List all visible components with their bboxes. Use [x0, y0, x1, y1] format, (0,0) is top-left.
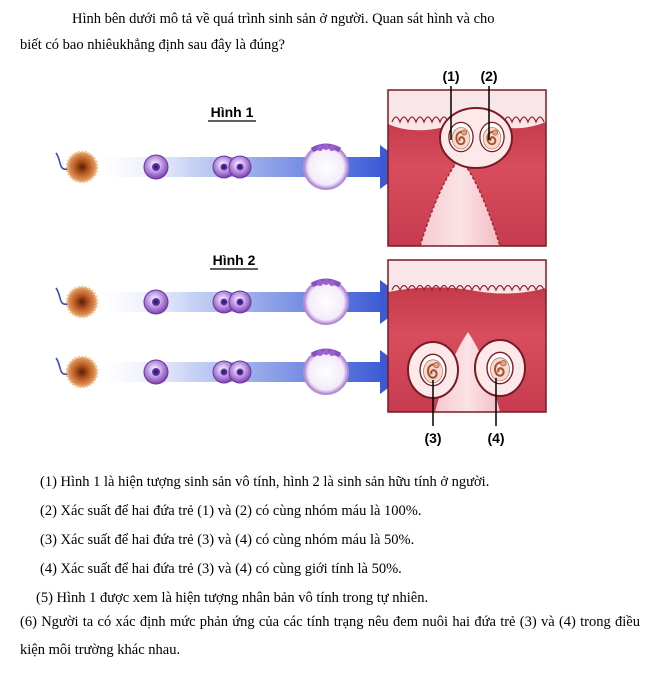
reproduction-figure	[0, 62, 648, 462]
statement-1: (1) Hình 1 là hiện tượng sinh sản vô tính, hình 2 là sinh sản hữu tính ở người.	[40, 474, 490, 490]
figure2-label: Hình 2	[212, 252, 256, 268]
statement-4: (4) Xác suất để hai đứa trẻ (3) và (4) có cùng giới tính là 50%.	[40, 561, 402, 577]
blastocyst-icon	[304, 279, 348, 324]
embryo-icon	[480, 122, 504, 151]
uterus-panel-2	[388, 260, 546, 412]
figure1-pathway	[56, 144, 410, 189]
egg-icon	[56, 152, 97, 182]
statement-3: (3) Xác suất để hai đứa trẻ (3) và (4) có cùng nhóm máu là 50%.	[40, 532, 415, 548]
zygote-icon	[144, 155, 168, 179]
figure2-pathway	[56, 279, 410, 394]
two-cell-embryo-icon	[213, 361, 251, 383]
embryo-icon	[487, 352, 513, 383]
egg-icon	[56, 357, 97, 387]
intro-line-1: Hình bên dưới mô tả về quá trình sinh sản ở người. Quan sát hình và cho	[72, 11, 495, 27]
question-intro	[20, 6, 630, 58]
statement-6: (6) Người ta có xác định mức phản ứng của các tính trạng nêu đem nuôi hai đứa trẻ (3) và (4) trong điều kiện môi trường khác nhau.	[20, 614, 640, 658]
blastocyst-icon	[304, 144, 348, 189]
figure-illustration	[0, 62, 648, 462]
uterus-panel-1	[388, 90, 546, 246]
callout-2: (2)	[480, 68, 498, 84]
zygote-icon	[144, 290, 168, 314]
zygote-icon	[144, 360, 168, 384]
two-cell-embryo-icon	[213, 156, 251, 178]
statement-2: (2) Xác suất để hai đứa trẻ (1) và (2) có cùng nhóm máu là 100%.	[40, 503, 422, 519]
figure1-label: Hình 1	[210, 104, 254, 120]
egg-icon	[56, 287, 97, 317]
callout-4: (4)	[487, 430, 505, 446]
embryo-icon	[449, 122, 473, 151]
intro-line-2: biết có bao nhiêukhẳng định sau đây là đúng?	[20, 37, 285, 53]
statement-5: (5) Hình 1 được xem là hiện tượng nhân bản vô tính trong tự nhiên.	[36, 590, 429, 606]
blastocyst-icon	[304, 349, 348, 394]
callout-3: (3)	[424, 430, 442, 446]
callout-1: (1)	[442, 68, 460, 84]
two-cell-embryo-icon	[213, 291, 251, 313]
